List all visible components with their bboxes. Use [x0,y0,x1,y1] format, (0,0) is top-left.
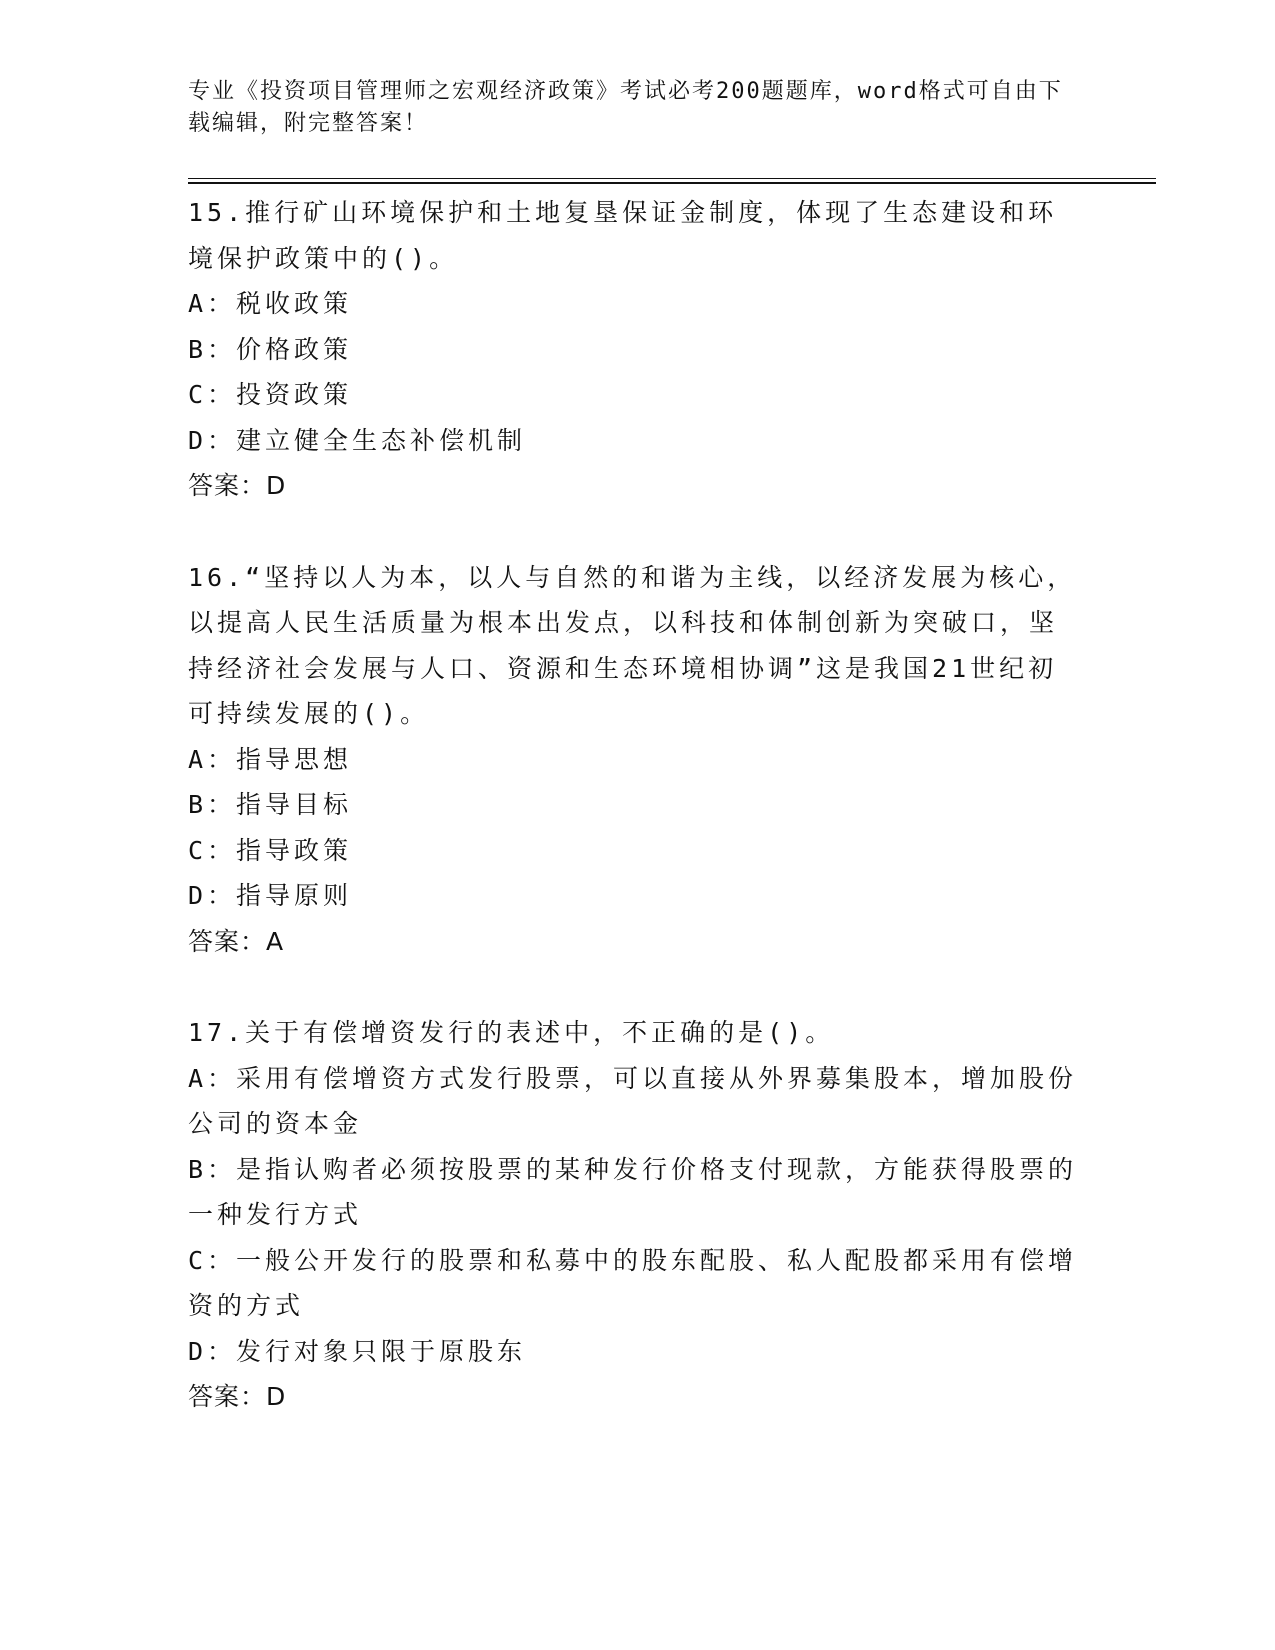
header-rule-thin [188,178,1156,179]
option-b: B：是指认购者必须按股票的某种发行价格支付现款，方能获得股票的一种发行方式 [188,1154,1078,1229]
option-b: B：指导目标 [188,790,353,819]
option-d: D：指导原则 [188,881,353,910]
document-header: 专业《投资项目管理师之宏观经济政策》考试必考200题题库，word格式可自由下载编辑，附完整答案！ [188,79,1063,136]
question-17 [188,1010,1078,1420]
answer-label: 答案：A [188,926,285,956]
answer-label: 答案：D [188,471,287,500]
question-stem: 16.“坚持以人为本，以人与自然的和谐为主线，以经济发展为核心，以提高人民生活质量为根本出发点，以科技和体制创新为突破口，坚持经济社会发展与人口、资源和生态环境相协调”这是我国21世纪初可持续发展的()。 [188,562,1077,728]
option-a: A：指导思想 [188,744,353,774]
option-c: C：投资政策 [188,380,353,409]
question-stem: 15.推行矿山环境保护和土地复垦保证金制度，体现了生态建设和环境保护政策中的()。 [188,198,1058,273]
question-16 [188,555,1078,965]
question-stem: 17.关于有偿增资发行的表述中，不正确的是()。 [188,1018,835,1047]
question-list [188,190,1078,1466]
option-a: A：税收政策 [188,289,353,318]
question-15 [188,190,1078,509]
option-a: A：采用有偿增资方式发行股票，可以直接从外界募集股本，增加股份公司的资本金 [188,1063,1078,1138]
header-rule-thick [188,182,1156,184]
answer-label: 答案：D [188,1382,287,1411]
option-d: D：建立健全生态补偿机制 [188,425,527,455]
option-d: D：发行对象只限于原股东 [188,1336,527,1366]
option-b: B：价格政策 [188,334,353,364]
option-c: C：指导政策 [188,835,353,865]
option-c: C：一般公开发行的股票和私募中的股东配股、私人配股都采用有偿增资的方式 [188,1245,1078,1320]
